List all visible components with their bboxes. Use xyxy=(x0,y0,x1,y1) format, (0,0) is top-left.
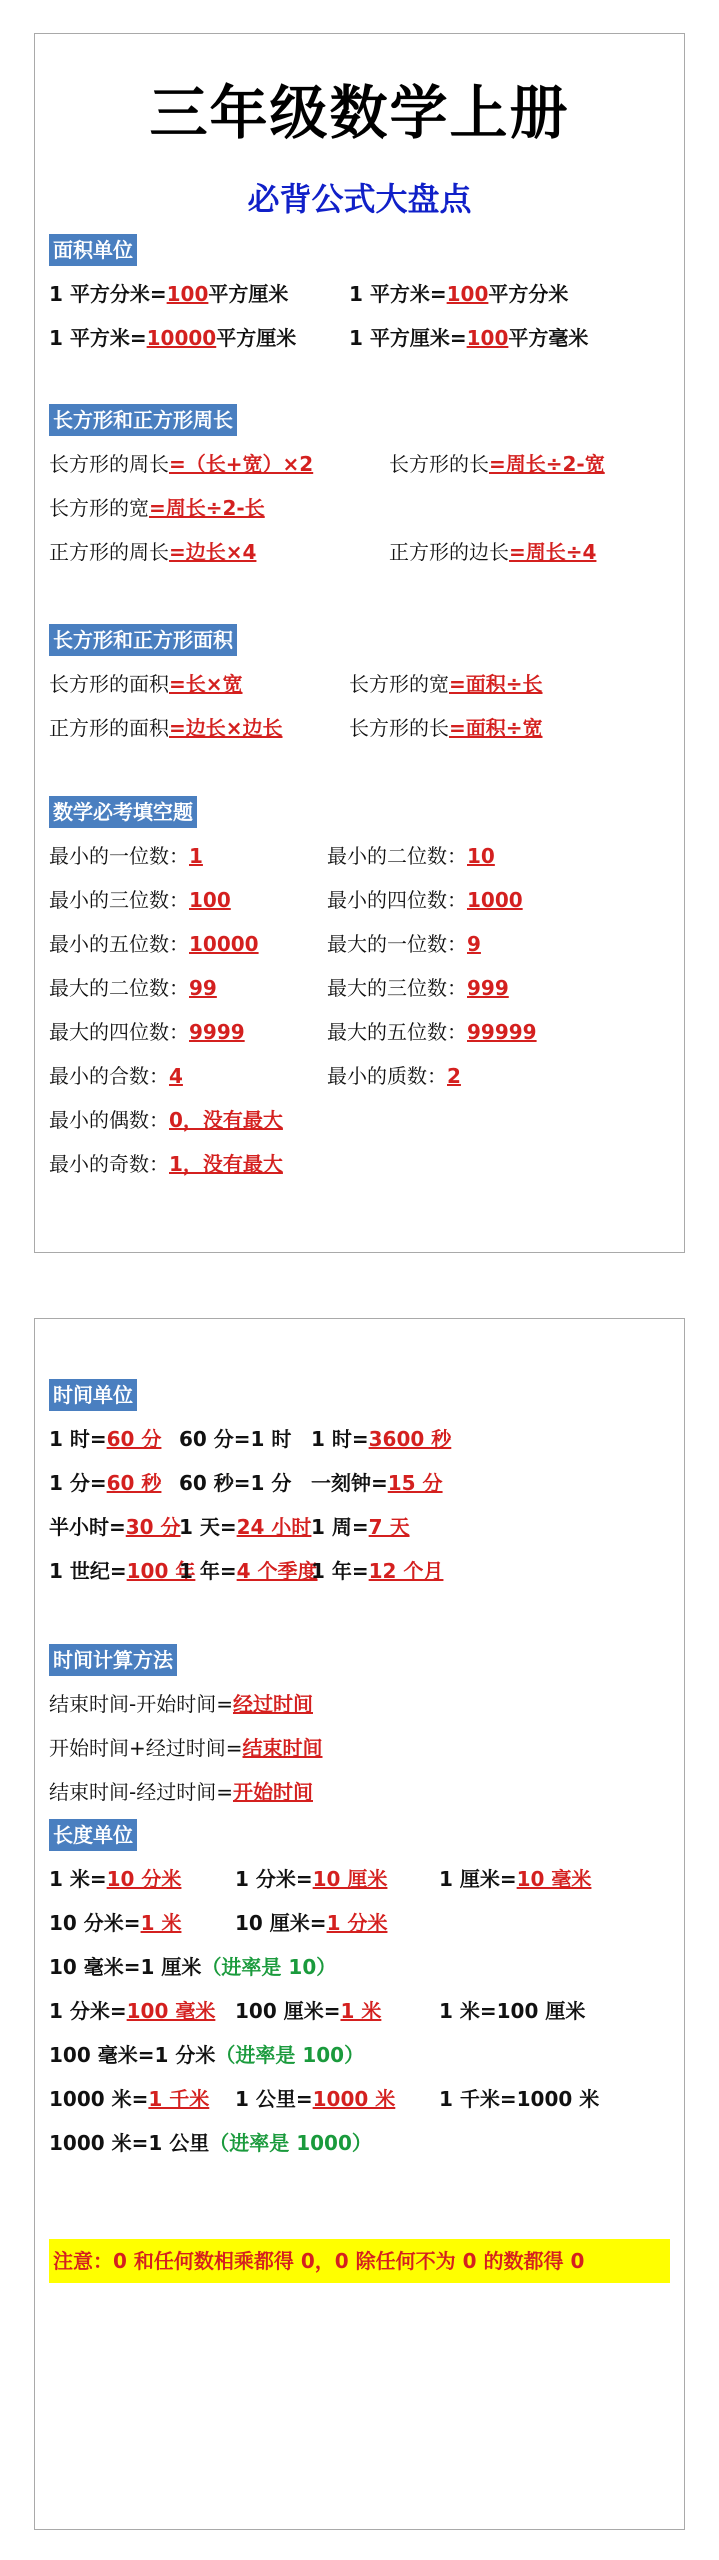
formula-row xyxy=(49,442,670,486)
section-header: 面积单位 xyxy=(49,234,137,266)
section-length-units xyxy=(49,1819,670,2165)
formula-item xyxy=(49,966,217,1010)
formula-item xyxy=(49,2077,209,2121)
formula-row xyxy=(49,1989,670,2033)
formula-answer: 30 分 xyxy=(125,1515,181,1539)
formula-item xyxy=(327,1010,537,1054)
formula-label: 长方形的宽 xyxy=(49,496,149,520)
formula-answer: =面积÷宽 xyxy=(449,716,543,740)
formula-answer: 1 米 xyxy=(340,1999,382,2023)
formula-row xyxy=(49,1010,670,1054)
formula-label: 1 公里= xyxy=(235,2087,313,2111)
formula-item xyxy=(49,1010,245,1054)
formula-answer: =边长×4 xyxy=(169,540,257,564)
formula-label: 最大的四位数： xyxy=(49,1020,189,1044)
formula-unit: 平方厘米 xyxy=(216,326,297,350)
formula-label: 长方形的长 xyxy=(389,452,489,476)
formula-answer: 100 xyxy=(189,888,231,912)
formula-label: 最小的四位数： xyxy=(327,888,467,912)
rate-note: （进率是 100） xyxy=(215,2043,365,2067)
formula-item xyxy=(49,1901,181,1945)
formula-label: 10 毫米=1 厘米 xyxy=(49,1955,202,1979)
page-two xyxy=(34,1318,685,2530)
formula-item xyxy=(49,706,283,750)
formula-item xyxy=(311,1417,451,1461)
formula-label: 最小的质数： xyxy=(327,1064,447,1088)
formula-label: 1 分= xyxy=(49,1471,107,1495)
formula-label: 10 厘米= xyxy=(235,1911,327,1935)
formula-answer: 60 分 xyxy=(106,1427,162,1451)
formula-item xyxy=(327,834,495,878)
formula-answer: 100 xyxy=(466,326,509,350)
formula-row xyxy=(49,530,670,574)
section-perimeter xyxy=(49,404,670,574)
formula-unit: 平方厘米 xyxy=(208,282,289,306)
formula-row xyxy=(49,966,670,1010)
formula-label: 1 米= xyxy=(49,1867,107,1891)
formula-answer: 24 小时 xyxy=(236,1515,312,1539)
section-fill-in xyxy=(49,796,670,1186)
formula-answer: 100 毫米 xyxy=(126,1999,216,2023)
formula-item xyxy=(49,316,296,360)
formula-item xyxy=(49,1142,283,1186)
formula-answer: =面积÷长 xyxy=(449,672,543,696)
formula-label: 1 周= xyxy=(311,1515,369,1539)
subtitle: 必背公式大盘点 xyxy=(247,180,472,218)
formula-item xyxy=(49,1549,195,1593)
formula-item xyxy=(49,1682,313,1726)
formula-item xyxy=(439,1989,585,2033)
formula-label: 1 平方厘米= xyxy=(349,326,467,350)
formula-label: 1 千米=1000 米 xyxy=(439,2087,600,2111)
formula-item xyxy=(179,1549,318,1593)
formula-answer: 10 毫米 xyxy=(516,1867,592,1891)
formula-answer: 4 个季度 xyxy=(236,1559,318,1583)
formula-row xyxy=(49,1142,670,1186)
formula-answer: 99 xyxy=(189,976,217,1000)
section-time-calc xyxy=(49,1644,670,1814)
formula-item xyxy=(49,272,288,316)
section-header: 长方形和正方形周长 xyxy=(49,404,237,436)
formula-answer: 999 xyxy=(467,976,509,1000)
formula-answer: 0，没有最大 xyxy=(169,1108,283,1132)
formula-label: 最大的二位数： xyxy=(49,976,189,1000)
note-banner: 注意：0 和任何数相乘都得 0，0 除任何不为 0 的数都得 0 xyxy=(49,2239,670,2283)
formula-answer: 100 xyxy=(446,282,489,306)
formula-answer: 15 分 xyxy=(387,1471,443,1495)
formula-answer: 1，没有最大 xyxy=(169,1152,283,1176)
formula-label: 1 分米= xyxy=(235,1867,313,1891)
formula-item xyxy=(235,2077,395,2121)
formula-label: 长方形的宽 xyxy=(349,672,449,696)
formula-row xyxy=(49,1098,670,1142)
formula-answer: 10000 xyxy=(146,326,217,350)
formula-item xyxy=(311,1549,443,1593)
formula-label: 1 米=100 厘米 xyxy=(439,1999,586,2023)
formula-label: 最大的三位数： xyxy=(327,976,467,1000)
formula-label: 结束时间-经过时间= xyxy=(49,1780,233,1804)
formula-answer: 1 分米 xyxy=(326,1911,388,1935)
formula-label: 最小的奇数： xyxy=(49,1152,169,1176)
formula-answer: 开始时间 xyxy=(232,1780,313,1804)
formula-item xyxy=(49,2121,372,2165)
formula-label: 1 年= xyxy=(179,1559,237,1583)
formula-unit: 平方分米 xyxy=(488,282,569,306)
formula-answer: 2 xyxy=(447,1064,461,1088)
formula-answer: =边长×边长 xyxy=(169,716,283,740)
formula-label: 开始时间+经过时间= xyxy=(49,1736,243,1760)
formula-row xyxy=(49,706,670,750)
formula-row xyxy=(49,1857,670,1901)
formula-row xyxy=(49,1770,670,1814)
formula-item xyxy=(389,530,596,574)
formula-row xyxy=(49,2033,670,2077)
formula-answer: =长×宽 xyxy=(169,672,243,696)
formula-answer: 4 xyxy=(169,1064,183,1088)
formula-label: 正方形的周长 xyxy=(49,540,169,564)
formula-label: 1000 米= xyxy=(49,2087,149,2111)
section-area xyxy=(49,624,670,750)
formula-answer: 结束时间 xyxy=(242,1736,323,1760)
formula-answer: 9 xyxy=(467,932,481,956)
formula-item xyxy=(49,1461,161,1505)
formula-label: 最小的二位数： xyxy=(327,844,467,868)
formula-answer: 10 分米 xyxy=(106,1867,182,1891)
formula-row xyxy=(49,1054,670,1098)
formula-row xyxy=(49,1417,670,1461)
formula-answer: 100 xyxy=(166,282,209,306)
formula-item xyxy=(179,1417,291,1461)
formula-item xyxy=(49,1857,181,1901)
formula-item xyxy=(49,834,203,878)
formula-answer: =周长÷2-长 xyxy=(149,496,265,520)
formula-answer: 7 天 xyxy=(368,1515,410,1539)
formula-item xyxy=(49,1989,215,2033)
formula-label: 正方形的边长 xyxy=(389,540,509,564)
formula-label: 最大的五位数： xyxy=(327,1020,467,1044)
formula-label: 1 时= xyxy=(49,1427,107,1451)
formula-item xyxy=(311,1505,410,1549)
formula-label: 100 毫米=1 分米 xyxy=(49,2043,216,2067)
formula-item xyxy=(389,442,605,486)
formula-item xyxy=(349,662,543,706)
formula-item xyxy=(49,1726,323,1770)
formula-item xyxy=(49,1945,336,1989)
formula-item xyxy=(327,878,523,922)
formula-item xyxy=(179,1461,291,1505)
formula-answer: 10000 xyxy=(189,932,259,956)
section-area-units xyxy=(49,234,670,360)
formula-answer: 1000 xyxy=(467,888,523,912)
formula-label: 半小时= xyxy=(49,1515,126,1539)
formula-label: 一刻钟= xyxy=(311,1471,388,1495)
formula-item xyxy=(49,486,265,530)
formula-answer: =（长+宽）×2 xyxy=(169,452,314,476)
formula-answer: 10 厘米 xyxy=(312,1867,388,1891)
section-header: 长度单位 xyxy=(49,1819,137,1851)
formula-row xyxy=(49,834,670,878)
formula-item xyxy=(327,1054,461,1098)
formula-answer: 9999 xyxy=(189,1020,245,1044)
formula-label: 最小的三位数： xyxy=(49,888,189,912)
formula-item xyxy=(235,1901,387,1945)
formula-item xyxy=(235,1857,387,1901)
formula-answer: 1 米 xyxy=(140,1911,182,1935)
formula-label: 1 年= xyxy=(311,1559,369,1583)
formula-answer: 99999 xyxy=(467,1020,537,1044)
formula-label: 1 平方米= xyxy=(349,282,447,306)
formula-label: 1 分米= xyxy=(49,1999,127,2023)
section-header: 时间计算方法 xyxy=(49,1644,177,1676)
formula-label: 1 世纪= xyxy=(49,1559,127,1583)
formula-item xyxy=(349,316,588,360)
section-header: 数学必考填空题 xyxy=(49,796,197,828)
formula-row xyxy=(49,1682,670,1726)
formula-item xyxy=(49,1770,313,1814)
formula-label: 1000 米=1 公里 xyxy=(49,2131,210,2155)
formula-item xyxy=(49,1098,283,1142)
formula-item xyxy=(49,1417,161,1461)
formula-label: 正方形的面积 xyxy=(49,716,169,740)
formula-answer: =周长÷4 xyxy=(509,540,597,564)
formula-label: 1 时= xyxy=(311,1427,369,1451)
formula-item xyxy=(311,1461,443,1505)
formula-item xyxy=(49,1054,183,1098)
formula-item xyxy=(349,272,568,316)
formula-answer: 10 xyxy=(467,844,495,868)
formula-row xyxy=(49,2121,670,2165)
formula-answer: 1000 米 xyxy=(312,2087,396,2111)
formula-answer: 经过时间 xyxy=(232,1692,313,1716)
formula-row xyxy=(49,1945,670,1989)
formula-item xyxy=(49,662,243,706)
formula-item xyxy=(327,966,509,1010)
formula-answer: 1 xyxy=(189,844,203,868)
section-header: 长方形和正方形面积 xyxy=(49,624,237,656)
formula-label: 最小的五位数： xyxy=(49,932,189,956)
formula-row xyxy=(49,1461,670,1505)
main-title: 三年级数学上册 xyxy=(149,79,570,147)
formula-label: 60 秒=1 分 xyxy=(179,1471,292,1495)
formula-answer: =周长÷2-宽 xyxy=(489,452,605,476)
formula-label: 长方形的长 xyxy=(349,716,449,740)
formula-item xyxy=(49,878,231,922)
formula-label: 最小的一位数： xyxy=(49,844,189,868)
formula-label: 60 分=1 时 xyxy=(179,1427,292,1451)
formula-item xyxy=(439,2077,599,2121)
formula-row xyxy=(49,486,670,530)
formula-item xyxy=(235,1989,381,2033)
formula-item xyxy=(349,706,543,750)
formula-label: 最小的偶数： xyxy=(49,1108,169,1132)
rate-note: （进率是 1000） xyxy=(209,2131,372,2155)
formula-row xyxy=(49,662,670,706)
formula-item xyxy=(49,1505,181,1549)
formula-unit: 平方毫米 xyxy=(508,326,589,350)
formula-item xyxy=(49,530,256,574)
section-header: 时间单位 xyxy=(49,1379,137,1411)
formula-row xyxy=(49,1549,670,1593)
formula-item xyxy=(49,922,259,966)
formula-label: 100 厘米= xyxy=(235,1999,341,2023)
formula-row xyxy=(49,1901,670,1945)
formula-item xyxy=(179,1505,311,1549)
page-one xyxy=(34,33,685,1253)
formula-row xyxy=(49,878,670,922)
formula-label: 1 平方分米= xyxy=(49,282,167,306)
formula-row xyxy=(49,2077,670,2121)
formula-label: 1 厘米= xyxy=(439,1867,517,1891)
formula-row xyxy=(49,1505,670,1549)
formula-item xyxy=(439,1857,591,1901)
formula-row xyxy=(49,316,670,360)
formula-answer: 12 个月 xyxy=(368,1559,444,1583)
formula-item xyxy=(49,2033,364,2077)
formula-answer: 3600 秒 xyxy=(368,1427,452,1451)
formula-answer: 60 秒 xyxy=(106,1471,162,1495)
formula-answer: 100 年 xyxy=(126,1559,196,1583)
formula-label: 1 天= xyxy=(179,1515,237,1539)
formula-row xyxy=(49,922,670,966)
section-time-units xyxy=(49,1379,670,1593)
formula-label: 10 分米= xyxy=(49,1911,141,1935)
formula-label: 长方形的周长 xyxy=(49,452,169,476)
formula-row xyxy=(49,272,670,316)
formula-label: 长方形的面积 xyxy=(49,672,169,696)
rate-note: （进率是 10） xyxy=(201,1955,337,1979)
formula-answer: 1 千米 xyxy=(148,2087,210,2111)
formula-item xyxy=(49,442,313,486)
formula-label: 结束时间-开始时间= xyxy=(49,1692,233,1716)
formula-label: 1 平方米= xyxy=(49,326,147,350)
formula-label: 最小的合数： xyxy=(49,1064,169,1088)
formula-row xyxy=(49,1726,670,1770)
formula-item xyxy=(327,922,481,966)
formula-label: 最大的一位数： xyxy=(327,932,467,956)
